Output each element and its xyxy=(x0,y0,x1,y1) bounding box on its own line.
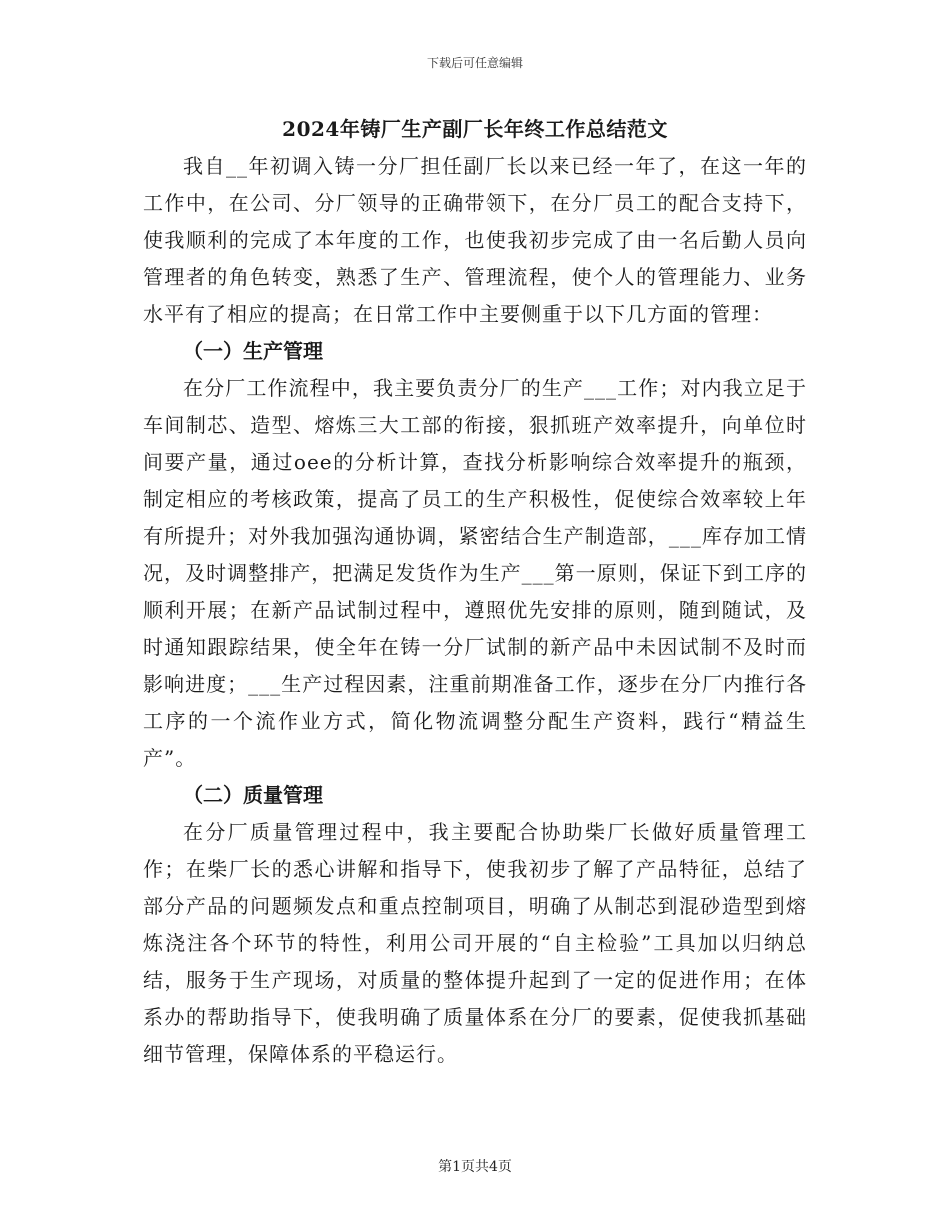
section-heading-production: （一）生产管理 xyxy=(183,339,323,363)
page-footer: 第1页共4页 xyxy=(438,1159,512,1175)
section-paragraph-production: 在分厂工作流程中，我主要负责分厂的生产___工作；对内我立足于车间制芯、造型、熔炼三大工部的衔接，狠抓班产效率提升，向单位时间要产量，通过oee的分析计算，查找分析影响综合效率提升的瓶颈，制定相应的考核政策，提高了员工的生产积极性，促使综合效率较上年有所提升；对外我加强沟通协调，紧密结合生产制造部，___库存加工情况，及时调整排产，把满足发货作为生产___第一原则，保证下到工序的顺利开展；在新产品试制过程中，遵照优先安排的原则，随到随试，及时通知跟踪结果，使全年在铸一分厂试制的新产品中未因试制不及时而影响进度；___生产过程因素，注重前期准备工作，逐步在分厂内推行各工序的一个流作业方式，简化物流调整分配生产资料，践行“精益生产”。 xyxy=(143,376,807,770)
intro-paragraph: 我自__年初调入铸一分厂担任副厂长以来已经一年了，在这一年的工作中，在公司、分厂领导的正确带领下，在分厂员工的配合支持下，使我顺利的完成了本年度的工作，也使我初步完成了由一名后勤人员向管理者的角色转变，熟悉了生产、管理流程，使个人的管理能力、业务水平有了相应的提高；在日常工作中主要侧重于以下几方面的管理： xyxy=(143,154,807,326)
section-paragraph-quality: 在分厂质量管理过程中，我主要配合协助柴厂长做好质量管理工作；在柴厂长的悉心讲解和指导下，使我初步了解了产品特征，总结了部分产品的问题频发点和重点控制项目，明确了从制芯到混砂造型到熔炼浇注各个环节的特性，利用公司开展的“自主检验”工具加以归纳总结，服务于生产现场，对质量的整体提升起到了一定的促进作用；在体系办的帮助指导下，使我明确了质量体系在分厂的要素，促使我抓基础细节管理，保障体系的平稳运行。 xyxy=(143,820,807,1066)
header-note: 下载后可任意编辑 xyxy=(426,56,523,70)
document-body xyxy=(143,112,807,1073)
document-title: 2024年铸厂生产副厂长年终工作总结范文 xyxy=(282,117,668,141)
section-heading-quality: （二）质量管理 xyxy=(183,783,323,807)
